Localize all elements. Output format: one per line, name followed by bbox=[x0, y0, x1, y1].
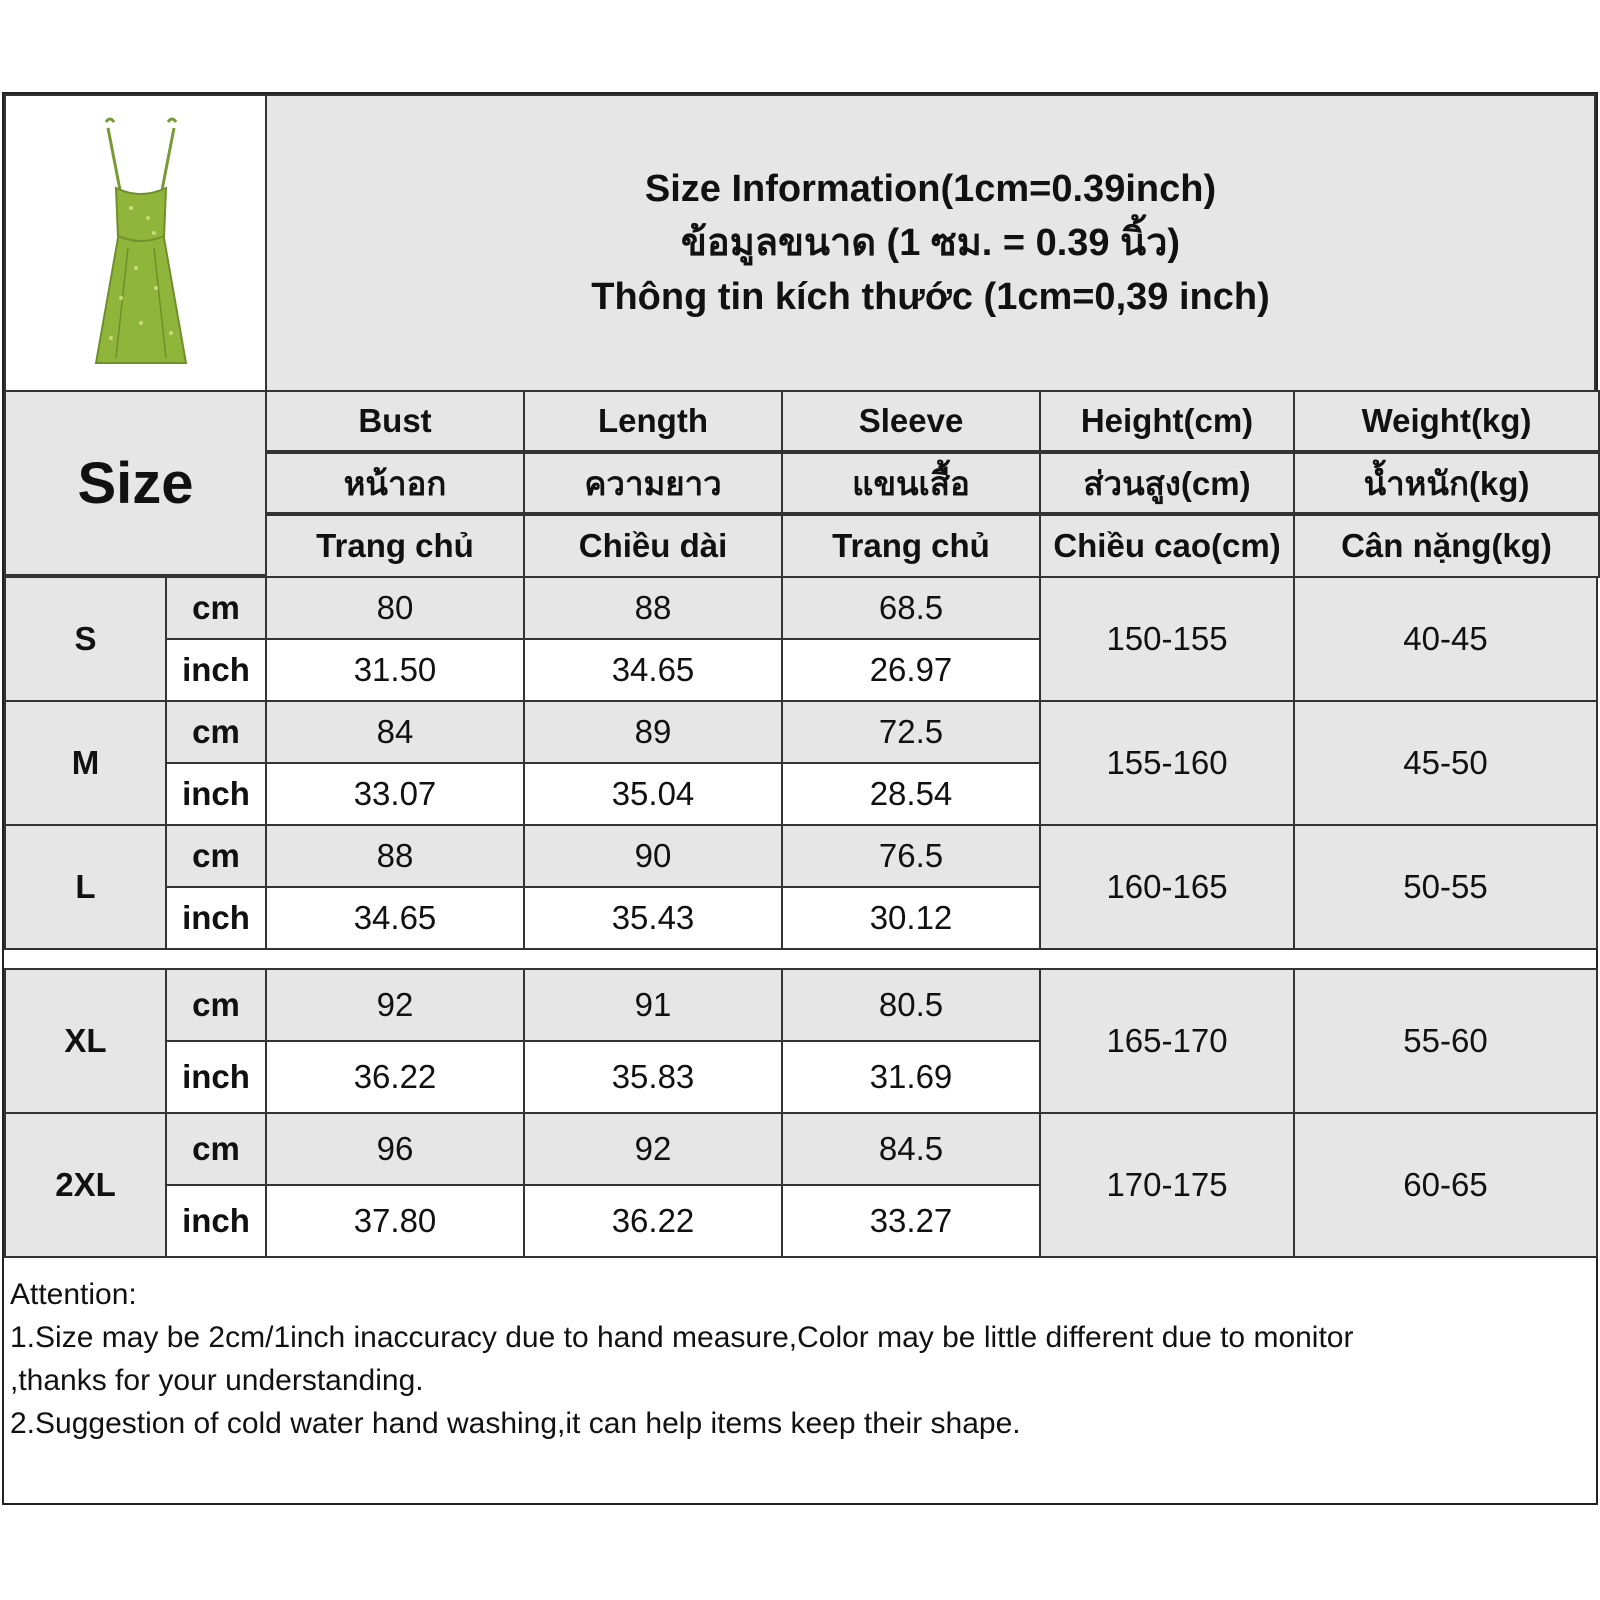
size-label: S bbox=[4, 576, 167, 702]
unit-inch: inch bbox=[165, 762, 267, 826]
unit-cm: cm bbox=[165, 824, 267, 888]
weight-range: 50-55 bbox=[1293, 824, 1598, 950]
title-block bbox=[265, 94, 1596, 392]
value-cm: 90 bbox=[523, 824, 783, 888]
size-label: M bbox=[4, 700, 167, 826]
column-header-th: ส่วนสูง(cm) bbox=[1039, 452, 1295, 514]
value-cm: 72.5 bbox=[781, 700, 1041, 764]
value-cm: 92 bbox=[523, 1112, 783, 1186]
height-range: 155-160 bbox=[1039, 700, 1295, 826]
value-inch: 36.22 bbox=[523, 1184, 783, 1258]
value-inch: 28.54 bbox=[781, 762, 1041, 826]
value-cm: 80.5 bbox=[781, 968, 1041, 1042]
size-label: 2XL bbox=[4, 1112, 167, 1258]
value-cm: 76.5 bbox=[781, 824, 1041, 888]
column-header-en: Sleeve bbox=[781, 390, 1041, 452]
attention-line-3: 2.Suggestion of cold water hand washing,it can help items keep their shape. bbox=[10, 1407, 1021, 1440]
title-english: Size Information(1cm=0.39inch) bbox=[644, 168, 1217, 210]
value-inch: 26.97 bbox=[781, 638, 1041, 702]
column-header-th: แขนเสื้อ bbox=[781, 452, 1041, 514]
column-header-th: น้ำหนัก(kg) bbox=[1293, 452, 1600, 514]
title-vietnamese: Thông tin kích thước (1cm=0,39 inch) bbox=[591, 276, 1270, 318]
value-inch: 34.65 bbox=[265, 886, 525, 950]
column-header-en: Bust bbox=[265, 390, 525, 452]
unit-inch: inch bbox=[165, 886, 267, 950]
height-range: 170-175 bbox=[1039, 1112, 1295, 1258]
attention-heading: Attention: bbox=[10, 1278, 137, 1311]
unit-cm: cm bbox=[165, 1112, 267, 1186]
height-range: 160-165 bbox=[1039, 824, 1295, 950]
value-cm: 88 bbox=[523, 576, 783, 640]
value-cm: 80 bbox=[265, 576, 525, 640]
column-header-th: ความยาว bbox=[523, 452, 783, 514]
value-inch: 33.07 bbox=[265, 762, 525, 826]
unit-cm: cm bbox=[165, 968, 267, 1042]
unit-cm: cm bbox=[165, 700, 267, 764]
value-inch: 30.12 bbox=[781, 886, 1041, 950]
weight-range: 60-65 bbox=[1293, 1112, 1598, 1258]
column-header-vi: Chiều dài bbox=[523, 514, 783, 578]
value-inch: 35.83 bbox=[523, 1040, 783, 1114]
column-header-vi: Cân nặng(kg) bbox=[1293, 514, 1600, 578]
size-label: XL bbox=[4, 968, 167, 1114]
value-inch: 37.80 bbox=[265, 1184, 525, 1258]
value-cm: 88 bbox=[265, 824, 525, 888]
attention-line-1: 1.Size may be 2cm/1inch inaccuracy due to hand measure,Color may be little different due to monitor bbox=[10, 1321, 1354, 1354]
value-cm: 84.5 bbox=[781, 1112, 1041, 1186]
height-range: 150-155 bbox=[1039, 576, 1295, 702]
value-cm: 91 bbox=[523, 968, 783, 1042]
column-header-th: หน้าอก bbox=[265, 452, 525, 514]
unit-inch: inch bbox=[165, 1184, 267, 1258]
value-inch: 35.04 bbox=[523, 762, 783, 826]
weight-range: 55-60 bbox=[1293, 968, 1598, 1114]
attention-notes bbox=[4, 1267, 1596, 1503]
column-header-vi: Chiều cao(cm) bbox=[1039, 514, 1295, 578]
unit-cm: cm bbox=[165, 576, 267, 640]
weight-range: 40-45 bbox=[1293, 576, 1598, 702]
column-header-en: Height(cm) bbox=[1039, 390, 1295, 452]
value-cm: 89 bbox=[523, 700, 783, 764]
size-chart bbox=[2, 92, 1598, 1505]
value-inch: 33.27 bbox=[781, 1184, 1041, 1258]
height-range: 165-170 bbox=[1039, 968, 1295, 1114]
column-header-vi: Trang chủ bbox=[265, 514, 525, 578]
unit-inch: inch bbox=[165, 638, 267, 702]
value-inch: 31.50 bbox=[265, 638, 525, 702]
value-cm: 96 bbox=[265, 1112, 525, 1186]
value-cm: 92 bbox=[265, 968, 525, 1042]
weight-range: 45-50 bbox=[1293, 700, 1598, 826]
value-cm: 68.5 bbox=[781, 576, 1041, 640]
value-inch: 36.22 bbox=[265, 1040, 525, 1114]
column-header-vi: Trang chủ bbox=[781, 514, 1041, 578]
column-header-en: Length bbox=[523, 390, 783, 452]
value-inch: 34.65 bbox=[523, 638, 783, 702]
size-label: L bbox=[4, 824, 167, 950]
unit-inch: inch bbox=[165, 1040, 267, 1114]
attention-line-2: ,thanks for your understanding. bbox=[10, 1364, 424, 1397]
value-cm: 84 bbox=[265, 700, 525, 764]
green-floral-slip-dress-image bbox=[36, 108, 236, 378]
value-inch: 31.69 bbox=[781, 1040, 1041, 1114]
column-header-en: Weight(kg) bbox=[1293, 390, 1600, 452]
size-column-header: Size bbox=[4, 390, 267, 576]
title-thai: ข้อมูลขนาด (1 ซม. = 0.39 นิ้ว) bbox=[680, 222, 1181, 264]
product-photo bbox=[4, 94, 267, 392]
value-inch: 35.43 bbox=[523, 886, 783, 950]
